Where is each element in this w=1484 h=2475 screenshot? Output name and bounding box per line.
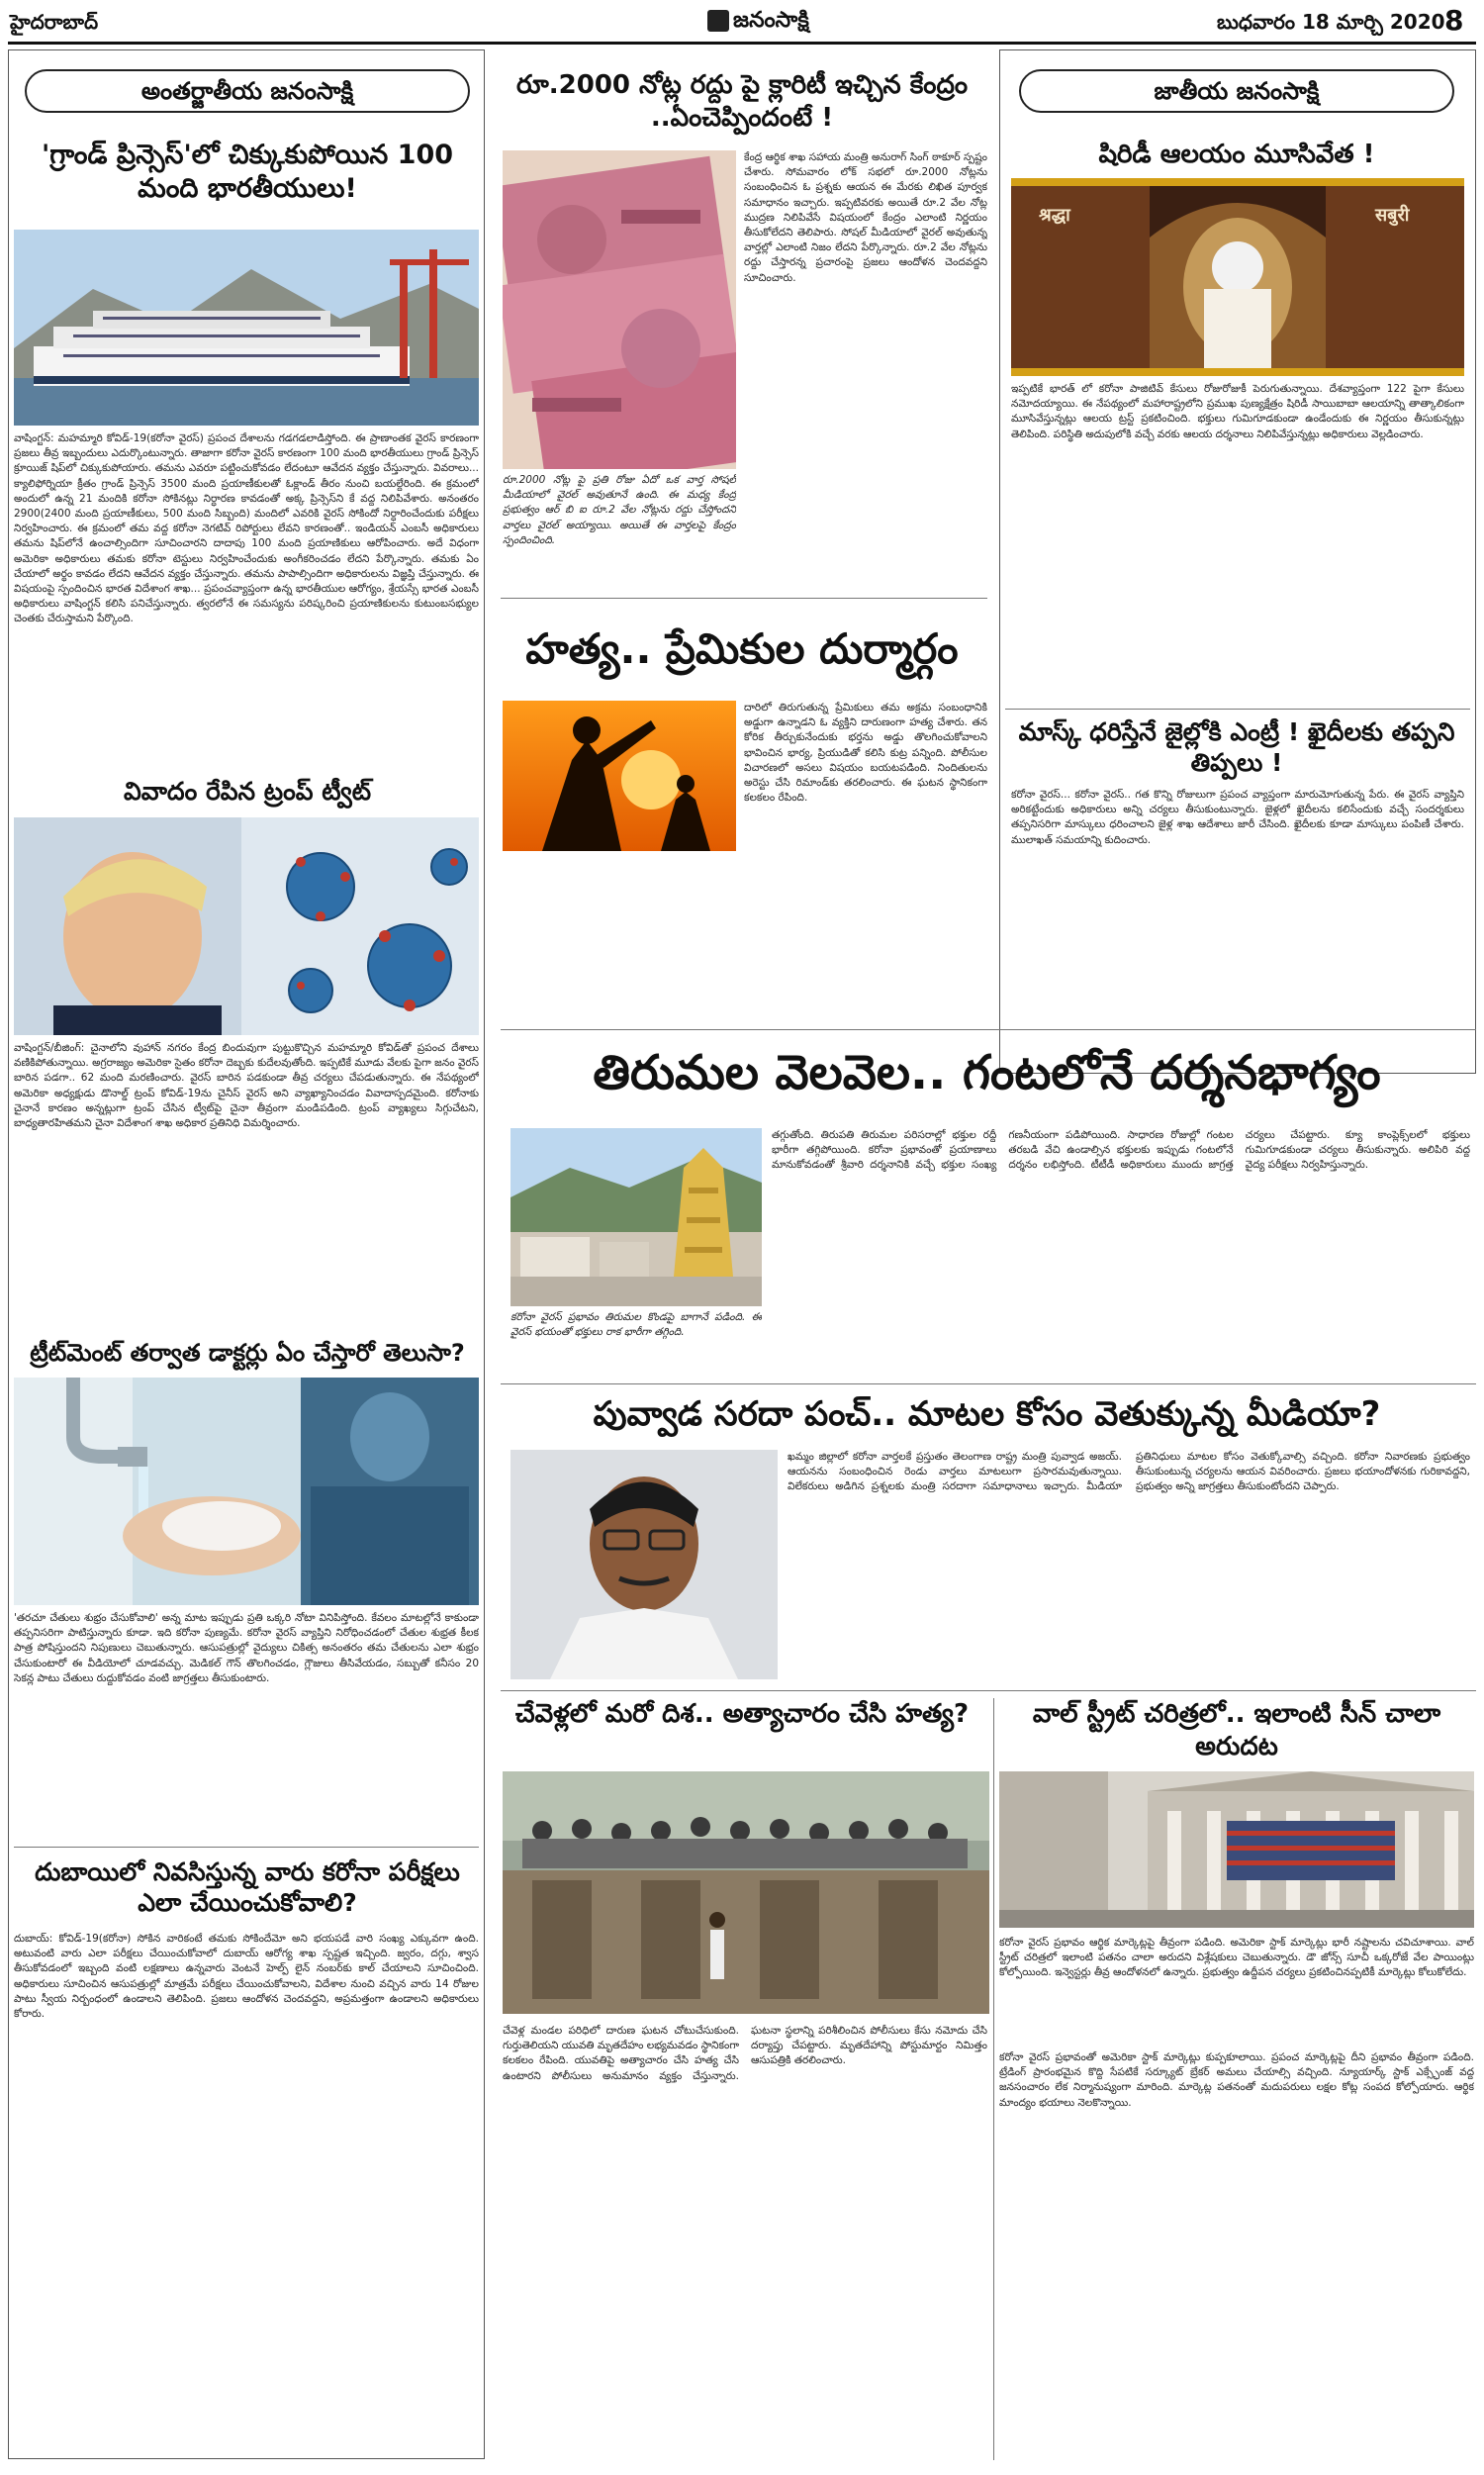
tirumala-temple-photo [510, 1128, 762, 1306]
center-article-3-body: తగ్గుతోంది. తిరుపతి తిరుమల పరిసరాల్లో భక్తుల రద్దీ భారీగా తగ్గిపోయింది. కరోనా ప్రభావంతో ప్రయాణాలు మానుకోవడంతో శ్రీవారి దర్శనానికి వచ్చే భక్తుల సంఖ్య గణనీయంగా పడిపోయింది. సాధారణ రోజుల్లో గంటల తరబడి వేచి ఉండాల్సిన భక్తులకు ఇప్పుడు గంటలోనే దర్శనం లభిస్తోంది. టీటీడీ అధికారులు ముందు జాగ్రత్త చర్యలు చేపట్టారు. క్యూ కాంప్లెక్స్‌లలో భక్తులు గుమిగూడకుండా చర్యలు తీసుకున్నారు. అలిపిరి వద్ద వైద్య పరీక్షలు నిర్వహిస్తున్నారు. [772, 1129, 1470, 1172]
trump-virus-photo [14, 817, 479, 1035]
left-article-2-title: వివాదం రేపిన ట్రంప్ ట్వీట్ [123, 777, 372, 806]
right-section-banner: జాతీయ జనంసాక్షి [1019, 69, 1454, 113]
header-date: బుధవారం 18 మార్చి 2020 [1217, 10, 1445, 34]
left-divider [14, 1847, 479, 1848]
right-bottom-body: కరోనా వైరస్ ప్రభావంతో అమెరికా స్టాక్ మార్కెట్లు కుప్పకూలాయి. ప్రపంచ మార్కెట్లపై దీని ప్రభావం తీవ్రంగా పడింది. ట్రేడింగ్ ప్రారంభమైన కొద్ది సేపటికే సర్క్యూట్ బ్రేకర్ అమలు చేయాల్సి వచ్చింది. న్యూయార్క్ స్టాక్ ఎక్స్ఛేంజ్ వద్ద జనసంచారం లేక నిర్మానుష్యంగా మారింది. మార్కెట్ల పతనంతో మదుపరులు లక్షల కోట్ల సంపద కోల్పోయారు. ఆర్థిక మాంద్యం భయాలు నెలకొన్నాయి. [999, 2051, 1474, 2109]
right-article-2-body: కరోనా వైరస్... కరోనా వైరస్.. గత కొన్ని రోజులుగా ప్రపంచ వ్యాప్తంగా మారుమోగుతున్న పేరు. ఈ వైరస్ వ్యాప్తిని అరికట్టేందుకు అధికారులు అన్ని చర్యలు తీసుకుంటున్నారు. జైళ్లలో ఖైదీలను కలిసేందుకు వచ్చే సందర్శకులు తప్పనిసరిగా మాస్కులు ధరించాలని జైళ్ల శాఖ ఆదేశాలు జారీ చేసింది. ఖైదీలకు కూడా మాస్కులు పంపిణీ చేశారు. ములాఖత్ సమయాన్ని కుదించారు. [1011, 789, 1464, 846]
center-divider-3 [501, 1383, 1476, 1384]
masthead-logo [707, 8, 809, 38]
center-article-1-caption: రూ.2000 నోట్ల పై ప్రతి రోజు ఏదో ఒక వార్త సోషల్ మీడియాలో వైరల్ అవుతూనే ఉంది. ఈ మధ్య కేంద్ర ప్రభుత్వం ఆర్ బి ఐ రూ.2 వేల నోట్లను రద్దు చేస్తోందని వార్తలు వైరల్ అయ్యాయి. అయితే ఈ వార్తలపై కేంద్రం స్పందించింది. [503, 474, 736, 546]
center-divider-4 [501, 1690, 1476, 1691]
center-divider-2 [501, 1029, 1476, 1030]
wall-street-photo [999, 1771, 1474, 1928]
left-article-4-body: దుబాయ్: కోవిడ్-19(కరోనా) సోకిన వారికంటే తమకు సోకిందేమో అని భయపడే వారి సంఖ్య ఎక్కువగా ఉంది. అటువంటి వారు ఎలా పరీక్షలు చేయించుకోవాలో దుబాయ్ ఆరోగ్య శాఖ స్పష్టత ఇచ్చింది. జ్వరం, దగ్గు, శ్వాస తీసుకోవడంలో ఇబ్బంది వంటి లక్షణాలు ఉన్నవారు వెంటనే హెల్ప్ లైన్ నంబర్‌కు కాల్ చేయాలని సూచించింది. అధికారులు సూచించిన ఆసుపత్రుల్లో మాత్రమే పరీక్షలు చేయించుకోవాలని, విదేశాల నుంచి వచ్చిన వారు 14 రోజుల పాటు స్వీయ నిర్బంధంలో ఉండాలని తెలిపింది. ప్రజలు ఆందోళన చెందవద్దని, అప్రమత్తంగా ఉండాలని అధికారులు కోరారు. [14, 1933, 479, 2021]
cruise-ship-photo [14, 230, 479, 426]
center-article-6-title: వాల్ స్ట్రీట్ చరిత్రలో.. ఇలాంటి సీన్ చాలా అరుదట [1032, 1699, 1441, 1761]
logo-emblem-icon [707, 10, 729, 32]
center-article-3-caption: కరోనా వైరస్ ప్రభావం తిరుమల కొండపై బాగానే పడింది. ఈ వైరస్ భయంతో భక్తులు రాక భారీగా తగ్గింది. [510, 1311, 762, 1339]
center-article-4-body: ఖమ్మం జిల్లాలో కరోనా వార్తలకే ప్రస్తుతం తెలంగాణ రాష్ట్ర మంత్రి పువ్వాడ అజయ్. ఆయనను సంబంధించిన రెండు వార్తలు మాటలుగా ప్రసారమవుతున్నాయి. విలేకరులు అడిగిన ప్రశ్నలకు మంత్రి సరదాగా సమాధానాలు ఇచ్చారు. మీడియా ప్రతినిధులు మాటల కోసం వెతుక్కోవాల్సి వచ్చింది. కరోనా నివారణకు ప్రభుత్వం తీసుకుంటున్న చర్యలను ఆయన వివరించారు. ప్రజలు భయాందోళనకు గురికావద్దని, ప్రభుత్వం అన్ని జాగ్రత్తలు తీసుకుంటోందని చెప్పారు. [788, 1451, 1470, 1493]
left-section-banner: అంతర్జాతీయ జనంసాక్షి [25, 69, 470, 113]
center-article-2-body: దారిలో తిరుగుతున్న ప్రేమికులు తమ అక్రమ సంబంధానికి అడ్డుగా ఉన్నాడని ఓ వ్యక్తిని దారుణంగా హత్య చేశారు. తన కోరిక తీర్చుకునేందుకు భర్తను అడ్డు తొలగించుకోవాలని భావించిన భార్య, ప్రియుడితో కలిసి కుట్ర పన్నింది. పోలీసుల విచారణలో అసలు విషయం బయటపడింది. నిందితులను అరెస్టు చేసి రిమాండ్‌కు తరలించారు. ఈ ఘటన స్థానికంగా కలకలం రేపింది. [744, 702, 987, 805]
header-rule [8, 42, 1476, 45]
center-article-1-body: కేంద్ర ఆర్థిక శాఖ సహాయ మంత్రి అనురాగ్ సింగ్ ఠాకూర్ స్పష్టం చేశారు. సోమవారం లోక్ సభలో రూ.2000 నోట్లను సంబంధించిన ఓ ప్రశ్నకు ఆయన ఈ మేరకు లిఖిత పూర్వక సమాధానం ఇచ్చారు. ఇప్పటివరకు అయితే రూ.2 వేల నోట్ల ముద్రణ నిలిపివేసే విషయంలో కేంద్రం ఎలాంటి నిర్ణయం తీసుకోలేదని తెలిపారు. సోషల్ మీడియాలో వైరల్ అవుతున్న వార్తల్లో ఎలాంటి నిజం లేదని పేర్కొన్నారు. రూ.2 వేల నోట్లను రద్దు చేస్తారన్న ప్రచారంపై ప్రజలు ఆందోళన చెందవద్దని సూచించారు. [744, 151, 987, 284]
center-article-3-title: తిరుమల వెలవెల.. గంటలోనే దర్శనభాగ్యం [593, 1045, 1381, 1100]
header-city: హైదరాబాద్ [10, 10, 99, 34]
left-article-3-body: 'తరచూ చేతులు శుభ్రం చేసుకోవాలి' అన్న మాట ఇప్పుడు ప్రతి ఒక్కరి నోటా వినిపిస్తోంది. కేవలం మాటల్లోనే కాకుండా తప్పనిసరిగా పాటిస్తున్నారు కూడా. ఇది కరోనా పుణ్యమే. కరోనా వైరస్ వ్యాప్తిని నిరోధించడంలో చేతుల శుభ్రత కీలక పాత్ర పోషిస్తుందని నిపుణులు చెబుతున్నారు. ఆసుపత్రుల్లో వైద్యులు చికిత్స అనంతరం తమ చేతులను ఎలా శుభ్రం చేసుకుంటారో ఈ వీడియోలో చూడవచ్చు. మెడికల్ గౌన్ తొలగించడం, గ్లౌజులు తీసివేయడం, సబ్బుతో కనీసం 20 సెకన్ల పాటు చేతులు రుద్దుకోవడం వంటి జాగ్రత్తలు తీసుకుంటారు. [14, 1612, 479, 1684]
right-divider [1005, 709, 1470, 710]
shirdi-sign-left: श्रद्धा [1039, 205, 1070, 226]
right-article-1-body: ఇప్పటికే భారత్ లో కరోనా పాజిటివ్ కేసులు రోజురోజుకీ పెరుగుతున్నాయి. దేశవ్యాప్తంగా 122 పైగా కేసులు నమోదయ్యాయి. ఈ నేపథ్యంలో మహారాష్ట్రలోని ప్రముఖ పుణ్యక్షేత్రం షిరిడీ సాయిబాబా ఆలయాన్ని తాత్కాలికంగా మూసివేస్తున్నట్లు ఆలయ ట్రస్ట్ ప్రకటించింది. భక్తులు గుమిగూడకుండా ఉండేందుకు ఈ నిర్ణయం తీసుకున్నట్లు తెలిపింది. పరిస్థితి అదుపులోకి వచ్చే వరకు ఆలయ దర్శనాలు నిలిపివేస్తున్నట్లు అధికారులు వెల్లడించారు. [1011, 383, 1464, 440]
center-article-5-title: చేవెళ్లలో మరో దిశ.. అత్యాచారం చేసి హత్య? [514, 1699, 970, 1729]
handwash-photo [14, 1378, 479, 1605]
silhouette-photo [503, 701, 736, 851]
rupee-notes-photo [503, 150, 736, 469]
center-article-4-title: పువ్వాడ సరదా పంచ్.. మాటల కోసం వెతుక్కున్న మీడియా? [593, 1394, 1381, 1434]
minister-portrait-photo [510, 1450, 778, 1679]
right-article-1-title: షిరిడీ ఆలయం మూసివేత ! [1098, 140, 1375, 169]
center-article-5-body: చేవెళ్ల మండల పరిధిలో దారుణ ఘటన చోటుచేసుకుంది. గుర్తుతెలియని యువతి మృతదేహం లభ్యమవడం స్థానికంగా కలకలం రేపింది. యువతిపై అత్యాచారం చేసి హత్య చేసి ఉంటారని పోలీసులు అనుమానం వ్యక్తం చేస్తున్నారు. ఘటనా స్థలాన్ని పరిశీలించిన పోలీసులు కేసు నమోదు చేసి దర్యాప్తు చేపట్టారు. మృతదేహాన్ని పోస్టుమార్టం నిమిత్తం ఆసుపత్రికి తరలించారు. [503, 2025, 987, 2082]
center-article-2-title: హత్య.. ప్రేమికుల దుర్మార్గం [525, 624, 959, 673]
logo-text: జనంసాక్షి [733, 8, 809, 33]
left-article-1-body: వాషింగ్టన్: మహమ్మారి కోవిడ్-19(కరోనా వైరస్) ప్రపంచ దేశాలను గడగడలాడిస్తోంది. ఈ ప్రాణాంతక వైరస్ కారణంగా ప్రజలు తీవ్ర ఇబ్బందులు ఎదుర్కొంటున్నారు. తాజాగా కరోనా వైరస్ కారణంగా 100 మంది భారతీయులు గ్రాండ్ ప్రిన్సెస్ క్రూయిజ్ షిప్‌లో చిక్కుకుపోయారు. తమను ఎవరూ పట్టించుకోవడం లేదంటూ ఆవేదన వ్యక్తం చేస్తున్నారు. వివరాలు... క్యాలిఫోర్నియా క్రీతం గ్రాండ్ ప్రిన్సెస్ 3500 మంది ప్రయాణీకులతో ఓక్లాండ్ తీరం నుంచి బయల్దేరింది. ఈ క్రమంలో అందులో ఉన్న 21 మందికి కరోనా సోకినట్లు నిర్ధారణ కావడంతో అక్క ప్రిన్సెస్‌ని కే వద్ద నిలిపివేశారు. అనంతరం 2900(2400 మంది ప్రయాణీకులు, 500 మంది సిబ్బంది) మందిలో ఎవరికి వైరస్ సోకిందో నిర్ధారించేందుకు పరీక్షలు నిర్వహించారు. ఈ క్రమంలో తమ వద్ద కరోనా నెగటివ్ రిపోర్టులు లేవని కారణంతో.. ఇండియన్ ఎంబసీ అధికారులు తమను షిప్‌లోనే ఉంచాల్సిందిగా సూచించారని దాదాపు 100 మంది ప్రయాణికులు ఆరోపించారు. అదే విధంగా అమెరికా అధికారులు తమకు కరోనా టెస్టులు నిర్వహించేందుకు అంగీకరించడం లేదని పేర్కొన్నారు. తమకు ఏం చేయాలో అర్థం కావడం లేదని ఆవేదన వ్యక్తం చేస్తున్నారు. తమను పాపాల్సిందిగా అధికారులను విజ్ఞప్తి చేస్తున్నారు. ఈ విషయంపై స్పందించిన భారత విదేశాంగ శాఖ... ప్రపంచవ్యాప్తంగా ఉన్న భారతీయుల ఆరోగ్యం, శ్రేయస్సే భారత ఎంబసీ అధికారులు వాషింగ్టన్ కలిసి పనిచేస్తున్నారు. త్వరలోనే ఈ సమస్యను పరిష్కరించి ప్రయాణికులను కుటుంబసభ్యుల చెంతకు చేరుస్తామని పేర్కొంది. [14, 432, 479, 625]
left-article-2-body: వాషింగ్టన్/బీజింగ్: చైనాలోని వుహాన్ నగరం కేంద్ర బిందువుగా పుట్టుకొచ్చిన మహమ్మారి కోవిడ్‌తో ప్రపంచ దేశాలు వణికిపోతున్నాయి. అగ్రరాజ్యం అమెరికా సైతం కరోనా దెబ్బకు కుదేలవుతోంది. ఇప్పటికే మూడు వేలకు పైగా జనం వైరస్ బారిన పడగా.. 62 మంది మరణించారు. వైరస్ బారిన పడకుండా తీవ్ర చర్యలు చేపడుతున్నారు. ఈ నేపథ్యంలో అమెరికా అధ్యక్షుడు డొనాల్డ్ ట్రంప్ కోవిడ్-19ను చైనీస్ వైరస్ అని వ్యాఖ్యానించడం వివాదాస్పదమైంది. కరోనాకు చైనానే కారణం అన్నట్లుగా ట్రంప్ చేసిన ట్వీట్‌పై చైనా తీవ్రంగా మండిపడింది. ట్రంప్ వ్యాఖ్యలు సిగ్గుచేటని, బాధ్యతారహితమని చైనా విదేశాంగ శాఖ అధికార ప్రతినిధి విమర్శించారు. [14, 1042, 479, 1130]
page-number: 8 [1444, 4, 1464, 37]
center-vertical-divider [993, 1698, 994, 2460]
right-article-2-title: మాస్క్ ధరిస్తేనే జైల్లోకి ఎంట్రీ ! ఖైదీలకు తప్పని తిప్పలు ! [1018, 717, 1455, 778]
left-article-1-title: 'గ్రాండ్ ప్రిన్సెస్'లో చిక్కుకుపోయిన 100 మంది భారతీయులు! [41, 140, 454, 204]
center-divider-1 [501, 598, 987, 599]
shirdi-sign-right: सबुरी [1375, 205, 1410, 226]
center-article-6-body: కరోనా వైరస్ ప్రభావం ఆర్థిక మార్కెట్లపై తీవ్రంగా పడింది. అమెరికా స్టాక్ మార్కెట్లు భారీ నష్టాలను చవిచూశాయి. వాల్ స్ట్రీట్ చరిత్రలో ఇలాంటి పతనం చాలా అరుదని విశ్లేషకులు చెబుతున్నారు. డౌ జోన్స్ సూచీ ఒక్కరోజే వేల పాయింట్లు కోల్పోయింది. ఇన్వెస్టర్లు తీవ్ర ఆందోళనలో ఉన్నారు. ప్రభుత్వం ఉద్దీపన చర్యలు ప్రకటించినప్పటికీ మార్కెట్లు కోలుకోలేదు. [999, 1937, 1474, 1979]
crime-scene-photo [503, 1771, 989, 2014]
left-article-4-title: దుబాయిలో నివసిస్తున్న వారు కరోనా పరీక్షలు ఎలా చేయించుకోవాలి? [35, 1857, 460, 1918]
center-article-1-title: రూ.2000 నోట్ల రద్దు పై క్లారిటీ ఇచ్చిన కేంద్రం ..ఏంచెప్పిందంటే ! [515, 70, 969, 133]
left-article-3-title: ట్రీట్‌మెంట్ తర్వాత డాక్టర్లు ఏం చేస్తారో తెలుసా? [30, 1339, 465, 1367]
